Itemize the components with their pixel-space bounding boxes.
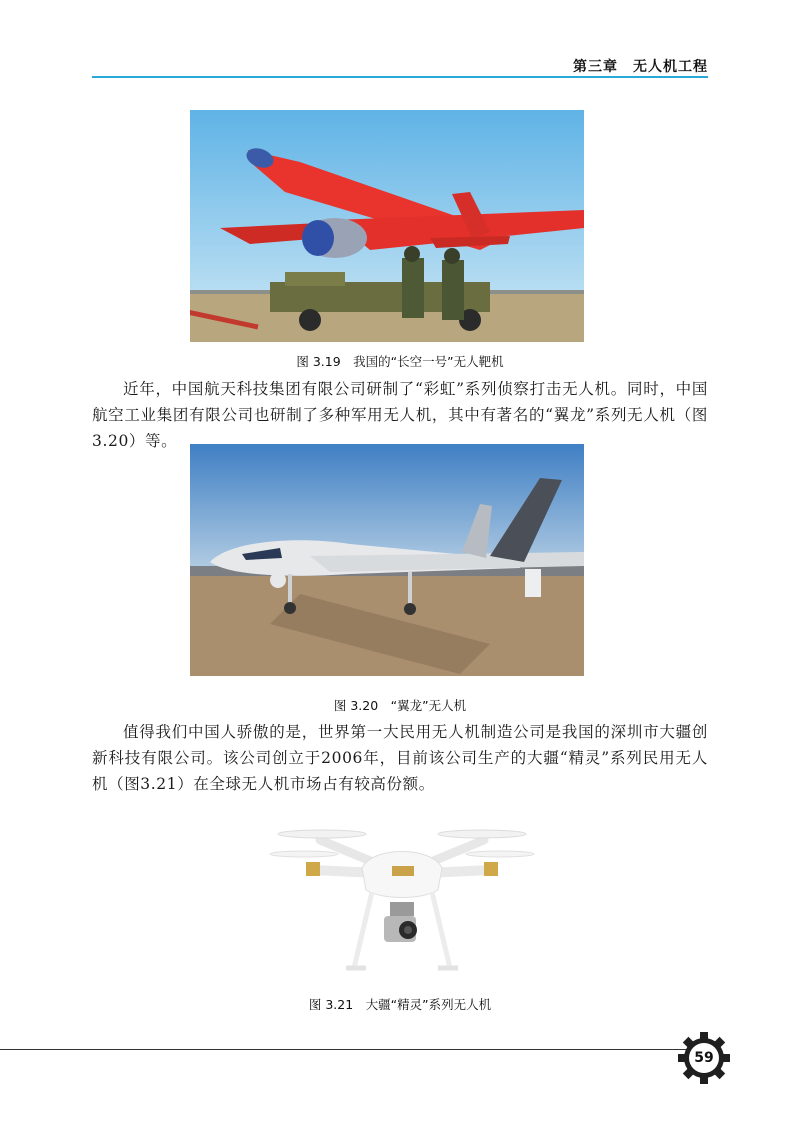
- header-rule: [92, 76, 708, 78]
- figure-3-19-photo: [190, 110, 584, 342]
- paragraph-2: 值得我们中国人骄傲的是，世界第一大民用无人机制造公司是我国的深圳市大疆创新科技有限公司。该公司创立于2006年，目前该公司生产的大疆“精灵”系列民用无人机（图3.21）在全球无人机市场占有较高份额。: [92, 723, 708, 793]
- figure-3-21-caption: 图 3.21 大疆“精灵”系列无人机: [308, 997, 492, 1012]
- figure-3-20-caption: 图 3.20 “翼龙”无人机: [333, 698, 467, 713]
- figure-3-21-photo: [262, 810, 542, 982]
- footer-rule: [0, 1049, 690, 1050]
- page-number: 59: [694, 1050, 714, 1066]
- figure-3-20-photo: [190, 444, 584, 676]
- chapter-header: 第三章 无人机工程: [573, 59, 708, 75]
- paragraph-1: 近年，中国航天科技集团有限公司研制了“彩虹”系列侦察打击无人机。同时，中国航空工业集团有限公司也研制了多种军用无人机，其中有著名的“翼龙”系列无人机（图3.20）等。: [92, 380, 708, 450]
- figure-3-19-caption: 图 3.19 我国的“长空一号”无人靶机: [296, 354, 504, 369]
